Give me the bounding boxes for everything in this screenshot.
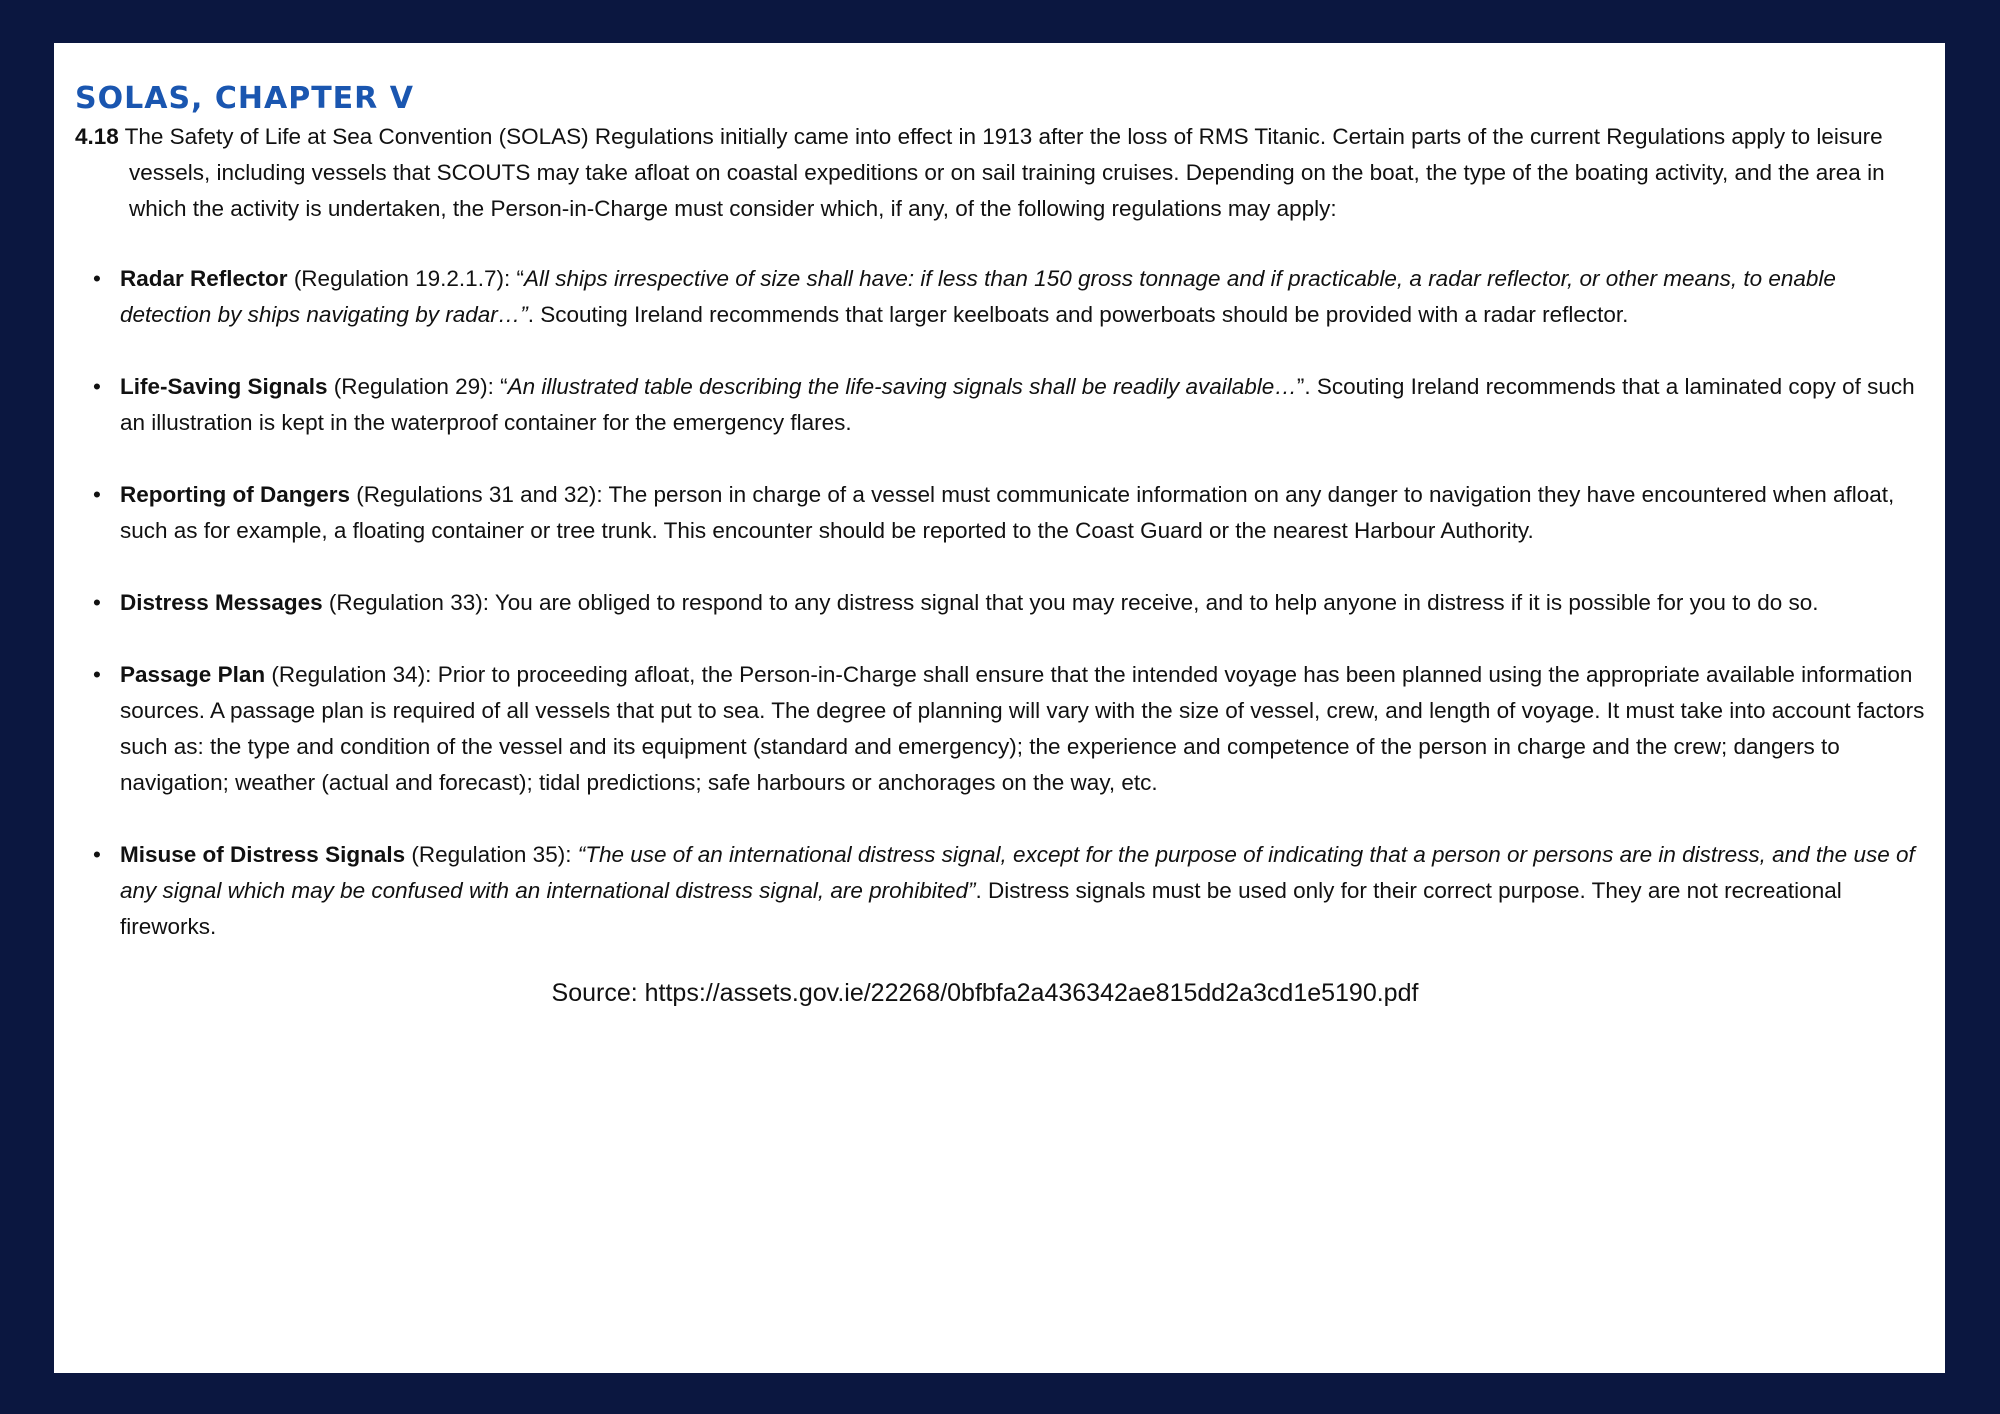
regulations-list bbox=[75, 261, 1925, 945]
regulation-note: ”. Scouting Ireland recommends that a laminated copy of such an illustration is kept in the waterproof container for the emergency flares. bbox=[120, 374, 1915, 435]
intro-paragraph bbox=[75, 119, 1925, 227]
regulation-item-radar-reflector bbox=[75, 261, 1925, 333]
regulation-quote: “The use of an international distress signal, except for the purpose of indicating that a person or persons are in distress, and the use of any signal which may be confused with an international distress signal, are prohibited” bbox=[120, 842, 1915, 903]
regulation-text: (Regulation 33): You are obliged to respond to any distress signal that you may receive, and to help anyone in distress if it is possible for you to do so. bbox=[322, 590, 1819, 615]
regulation-quote: An illustrated table describing the life-saving signals shall be readily available… bbox=[507, 374, 1297, 399]
regulation-item-misuse-of-distress-signals bbox=[75, 837, 1925, 945]
regulation-text: (Regulations 31 and 32): The person in charge of a vessel must communicate information on any danger to navigation they have encountered when afloat, such as for example, a floating container or tree trunk. This encounter should be reported to the Coast Guard or the nearest Harbour Authority. bbox=[120, 482, 1895, 543]
regulation-reference: (Regulation 19.2.1.7): “ bbox=[287, 266, 524, 291]
intro-number: 4.18 bbox=[75, 124, 119, 149]
bullet-icon: • bbox=[93, 266, 101, 291]
document-page bbox=[54, 43, 1945, 1373]
page-title: SOLAS, CHAPTER V bbox=[75, 81, 414, 116]
bullet-icon: • bbox=[93, 842, 101, 867]
regulation-title: Misuse of Distress Signals bbox=[120, 842, 406, 867]
regulation-item-passage-plan bbox=[75, 657, 1925, 801]
bullet-icon: • bbox=[93, 662, 101, 687]
regulation-quote: All ships irrespective of size shall have: if less than 150 gross tonnage and if practicable, a radar reflector, or other means, to enable detection by ships navigating by radar…” bbox=[120, 266, 1836, 327]
regulation-text: (Regulation 34): Prior to proceeding afloat, the Person-in-Charge shall ensure that the intended voyage has been planned using the appropriate available information sources. A passage plan is required of all vessels that put to sea. The degree of planning will vary with the size of vessel, crew, and length of voyage. It must take into account factors such as: the type and condition of the vessel and its equipment (standard and emergency); the experience and competence of the person in charge and the crew; dangers to navigation; weather (actual and forecast); tidal predictions; safe harbours or anchorages on the way, etc. bbox=[120, 662, 1925, 795]
intro-text: The Safety of Life at Sea Convention (SOLAS) Regulations initially came into effect in 1913 after the loss of RMS Titanic. Certain parts of the current Regulations apply to leisure vessels, including vessels that SCOUTS may take afloat on coastal expeditions or on sail training cruises. Depending on the boat, the type of the boating activity, and the area in which the activity is undertaken, the Person-in-Charge must consider which, if any, of the following regulations may apply: bbox=[124, 124, 1885, 221]
regulation-item-reporting-of-dangers bbox=[75, 477, 1925, 549]
regulation-title: Radar Reflector bbox=[120, 266, 288, 291]
regulation-item-distress-messages bbox=[75, 585, 1925, 621]
regulation-note: . Distress signals must be used only for their correct purpose. They are not recreational fireworks. bbox=[120, 878, 1842, 939]
regulation-title: Distress Messages bbox=[120, 590, 323, 615]
regulation-title: Reporting of Dangers bbox=[120, 482, 351, 507]
bullet-icon: • bbox=[93, 590, 101, 615]
regulation-note: . Scouting Ireland recommends that larger keelboats and powerboats should be provided with a radar reflector. bbox=[527, 302, 1629, 327]
regulation-reference: (Regulation 35): bbox=[405, 842, 578, 867]
regulation-reference: (Regulation 29): “ bbox=[327, 374, 508, 399]
regulation-item-life-saving-signals bbox=[75, 369, 1925, 441]
bullet-icon: • bbox=[93, 374, 101, 399]
regulation-title: Life-Saving Signals bbox=[120, 374, 328, 399]
bullet-icon: • bbox=[93, 482, 101, 507]
source-citation: Source: https://assets.gov.ie/22268/0bfbfa2a436342ae815dd2a3cd1e5190.pdf bbox=[551, 979, 1419, 1007]
regulation-title: Passage Plan bbox=[120, 662, 266, 687]
